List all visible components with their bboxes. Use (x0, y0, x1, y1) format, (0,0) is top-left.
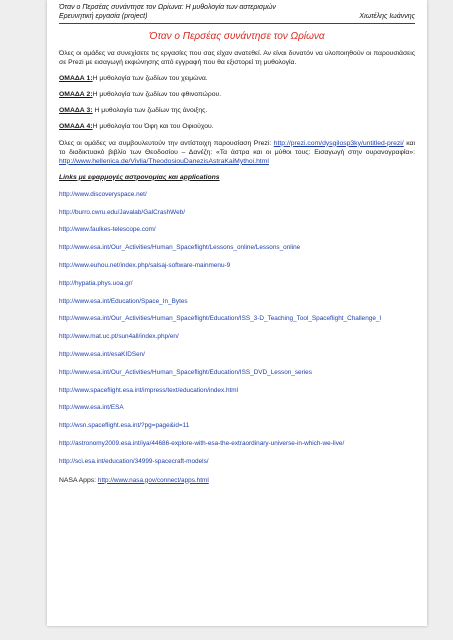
group-2 (59, 90, 415, 99)
page-content (59, 3, 415, 485)
group-2-label: ΟΜΑΔΑ 2: (59, 91, 93, 99)
hellenica-link[interactable]: http://www.hellenica.de/Vivlia/TheodosiouDanezisAstraKaiMythoi.html (59, 157, 269, 165)
prezi-link[interactable]: http://prezi.com/dysgilosp3ky/untitled-prezi/ (273, 139, 404, 147)
resources-paragraph (59, 139, 415, 166)
link-item[interactable]: http://www.spaceflight.esa.int/impress/text/education/index.html (59, 386, 239, 394)
intro-paragraph: Όλες οι ομάδες να συνεχίσετε τις εργασίες που σας είχαν ανατεθεί. Αν είναι δυνατόν να υλοποιηθούν οι παρουσιάσεις σε Prezi με εισαγωγή εκφώνησης από εγγραφή που θα εξιστορεί τη μυθολογία. (59, 50, 415, 67)
group-4-label: ΟΜΑΔΑ 4: (59, 123, 93, 131)
group-3 (59, 106, 415, 115)
nasa-apps-label: NASA Apps: (59, 476, 98, 484)
links-heading: Links με εφαρμογές αστρονομίας και applications (59, 173, 220, 181)
running-header (59, 3, 415, 24)
link-item[interactable]: http://www.esa.int/Our_Activities/Human_Spaceflight/Lessons_online/Lessons_online (59, 244, 301, 252)
link-item[interactable]: http://www.mat.uc.pt/sun4all/index.php/en/ (59, 333, 179, 341)
group-2-text: Η μυθολογία των ζωδίων του φθινοπώρου. (92, 91, 222, 99)
header-rule (59, 23, 415, 24)
header-left: Ερευνητική εργασία (project) (59, 13, 148, 20)
header-right: Χιωτέλης Ιωάννης (359, 13, 415, 20)
header-line1: Όταν ο Περσέας συνάντησε τον Ωρίωνα: Η μυθολογία των αστερισμών (59, 4, 276, 11)
link-item[interactable]: http://www.faulkes-telescope.com/ (59, 226, 156, 234)
link-item[interactable]: http://burro.cwru.edu/Javalab/GalCrashWeb/ (59, 208, 185, 216)
link-item[interactable]: http://sci.esa.int/education/34999-spacecraft-models/ (59, 457, 209, 465)
page-title: Όταν ο Περσέας συνάντησε τον Ωρίωνα (149, 31, 325, 42)
resources-text-1: Όλες οι ομάδες να συμβουλευτούν την αντίστοιχη παρουσίαση Prezi: (59, 139, 274, 147)
nasa-apps-link[interactable]: http://www.nasa.gov/connect/apps.html (97, 476, 209, 484)
group-4 (59, 122, 415, 131)
header-row (59, 12, 415, 21)
link-item[interactable]: http://wsn.spaceflight.esa.int/?pg=page&id=11 (59, 422, 190, 430)
link-item[interactable]: http://www.esa.int/Education/Space_In_Bytes (59, 297, 188, 305)
group-1-label: ΟΜΑΔΑ 1: (59, 75, 93, 83)
document-page (47, 0, 427, 626)
group-1 (59, 74, 415, 83)
link-item[interactable]: http://www.esa.int/ESA (59, 404, 124, 412)
link-item[interactable]: http://hypatia.phys.uoa.gr/ (59, 279, 133, 287)
link-item[interactable]: http://www.esa.int/Our_Activities/Human_Spaceflight/Education/ISS_3-D_Teaching_Tool_Spaceflight_Challenge_I (59, 315, 382, 323)
link-item[interactable]: http://www.esa.int/esaKIDSen/ (59, 351, 145, 359)
link-item[interactable]: http://www.esa.int/Our_Activities/Human_Spaceflight/Education/ISS_DVD_Lesson_series (59, 368, 312, 376)
links-list (59, 191, 415, 466)
link-item[interactable]: http://www.discoveryspace.net/ (59, 190, 147, 198)
group-3-label: ΟΜΑΔΑ 3: (59, 107, 93, 115)
nasa-apps-line (59, 476, 415, 485)
link-item[interactable]: http://astronomy2009.esa.int/iya/44686-explore-with-esa-the-extraordinary-universe-in-which-we-live/ (59, 440, 345, 447)
group-3-text: Η μυθολογία των ζωδίων της άνοιξης. (92, 107, 208, 115)
group-4-text: Η μυθολογία του Όφη και του Οφιούχου. (92, 123, 214, 131)
link-item[interactable]: http://www.euhou.net/index.php/salsaj-software-mainmenu-9 (59, 262, 231, 270)
resources-text-2: και το διαδικτυακό βιβλίο των Θεοδοσίου – Δανέζη: «Τα άστρα και οι μύθοι τους: Εισαγωγή στην ουρανογραφία»: (59, 139, 415, 156)
group-1-text: Η μυθολογία των ζωδίων του χειμώνα. (92, 75, 208, 83)
